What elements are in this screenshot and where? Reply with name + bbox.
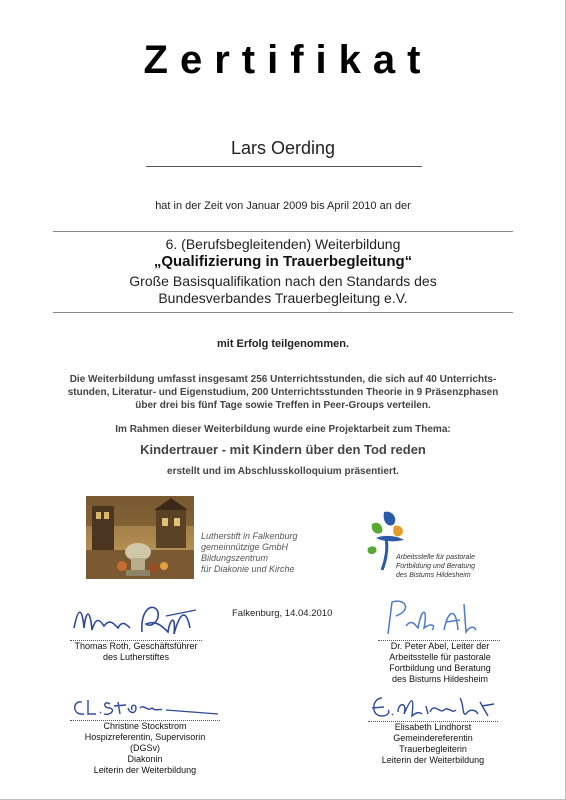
scope-line2: stunden, Literatur- und Eigenstudium, 200 Unterrichtsstunden Theorie in 9 Präsenzphasen (67, 387, 499, 398)
signatory-roth-line2: des Lutherstiftes (102, 652, 170, 662)
lutherstift-line1: Lutherstift in Falkenburg (201, 531, 298, 541)
signatory-abel (366, 641, 514, 685)
bistum-line3: des Bistums Hildesheim (396, 572, 471, 579)
signatory-lindhorst-line3: Trauerbegleiterin (399, 744, 467, 754)
course-description (0, 273, 566, 307)
recipient-underline (146, 166, 422, 167)
lutherstift-line4: für Diakonie und Kirche (201, 564, 295, 574)
signatory-abel-line1: Dr. Peter Abel, Leiter der (390, 641, 490, 651)
signatory-roth-line1: Thomas Roth, Geschäftsführer (74, 641, 198, 651)
signatory-abel-line3: Fortbildung und Beratung (389, 663, 491, 673)
project-intro: Im Rahmen dieser Weiterbildung wurde eine Projektarbeit zum Thema: (115, 424, 451, 435)
signatory-stockstrom-line1: Christine Stockstrom (103, 721, 187, 731)
certificate-title: Zertifikat (143, 38, 433, 82)
signature-stockstrom (70, 696, 220, 720)
signatory-abel-line2: Arbeitsstelle für pastorale (389, 652, 491, 662)
place-date: Falkenburg, 14.04.2010 (232, 608, 333, 619)
signature-lindhorst (368, 692, 498, 722)
signature-roth (70, 598, 200, 640)
signatory-roth (56, 641, 216, 663)
bistum-line2: Fortbildung und Beratung (396, 563, 475, 570)
course-description-line2: Bundesverbandes Trauerbegleitung e.V. (158, 290, 408, 306)
signatory-lindhorst (358, 722, 508, 766)
scope-paragraph (50, 373, 516, 412)
bistum-line1: Arbeitsstelle für pastorale (396, 554, 475, 561)
scope-line3: über drei bis fünf Tage sowie Treffen in Peer-Groups verteilen. (135, 400, 431, 411)
signatory-lindhorst-line2: Gemeindereferentin (393, 733, 473, 743)
signatory-stockstrom-line2: Hospizreferentin, Supervisorin (84, 732, 206, 742)
signatory-lindhorst-line1: Elisabeth Lindhorst (394, 722, 472, 732)
success-statement: mit Erfolg teilgenommen. (216, 338, 349, 350)
signatory-stockstrom-line3: (DGSv) (130, 743, 160, 753)
recipient-name: Lars Oerding (230, 138, 336, 158)
bistum-org-text (396, 553, 475, 580)
presented-statement: erstellt und im Abschlusskolloquium präsentiert. (167, 466, 399, 477)
course-top-rule (53, 231, 513, 232)
signatory-lindhorst-line4: Leiterin der Weiterbildung (381, 755, 485, 765)
lutherstift-line2: gemeinnützige GmbH (201, 542, 289, 552)
course-name-line1: 6. (Berufsbegleitenden) Weiterbildung (165, 236, 401, 252)
participation-period: hat in der Zeit von Januar 2009 bis April 2010 an der (155, 200, 411, 212)
signatory-stockstrom (60, 721, 230, 776)
scope-line1: Die Weiterbildung umfasst insgesamt 256 Unterrichtsstunden, die sich auf 40 Unterrichts- (69, 374, 497, 385)
course-description-line1: Große Basisqualifikation nach den Standards des (129, 273, 437, 289)
lutherstift-painting (86, 496, 194, 579)
course-title: „Qualifizierung in Trauerbegleitung“ (153, 253, 413, 270)
lutherstift-org-text (201, 531, 298, 575)
signatory-stockstrom-line4: Diakonin (127, 754, 163, 764)
lutherstift-line3: Bildungszentrum (201, 553, 269, 563)
signatory-abel-line4: des Bistums Hildesheim (391, 674, 489, 684)
project-topic: Kindertrauer - mit Kindern über den Tod reden (140, 442, 426, 457)
course-bottom-rule (53, 312, 513, 313)
signatory-stockstrom-line5: Leiterin der Weiterbildung (93, 765, 197, 775)
signature-abel (382, 596, 482, 640)
